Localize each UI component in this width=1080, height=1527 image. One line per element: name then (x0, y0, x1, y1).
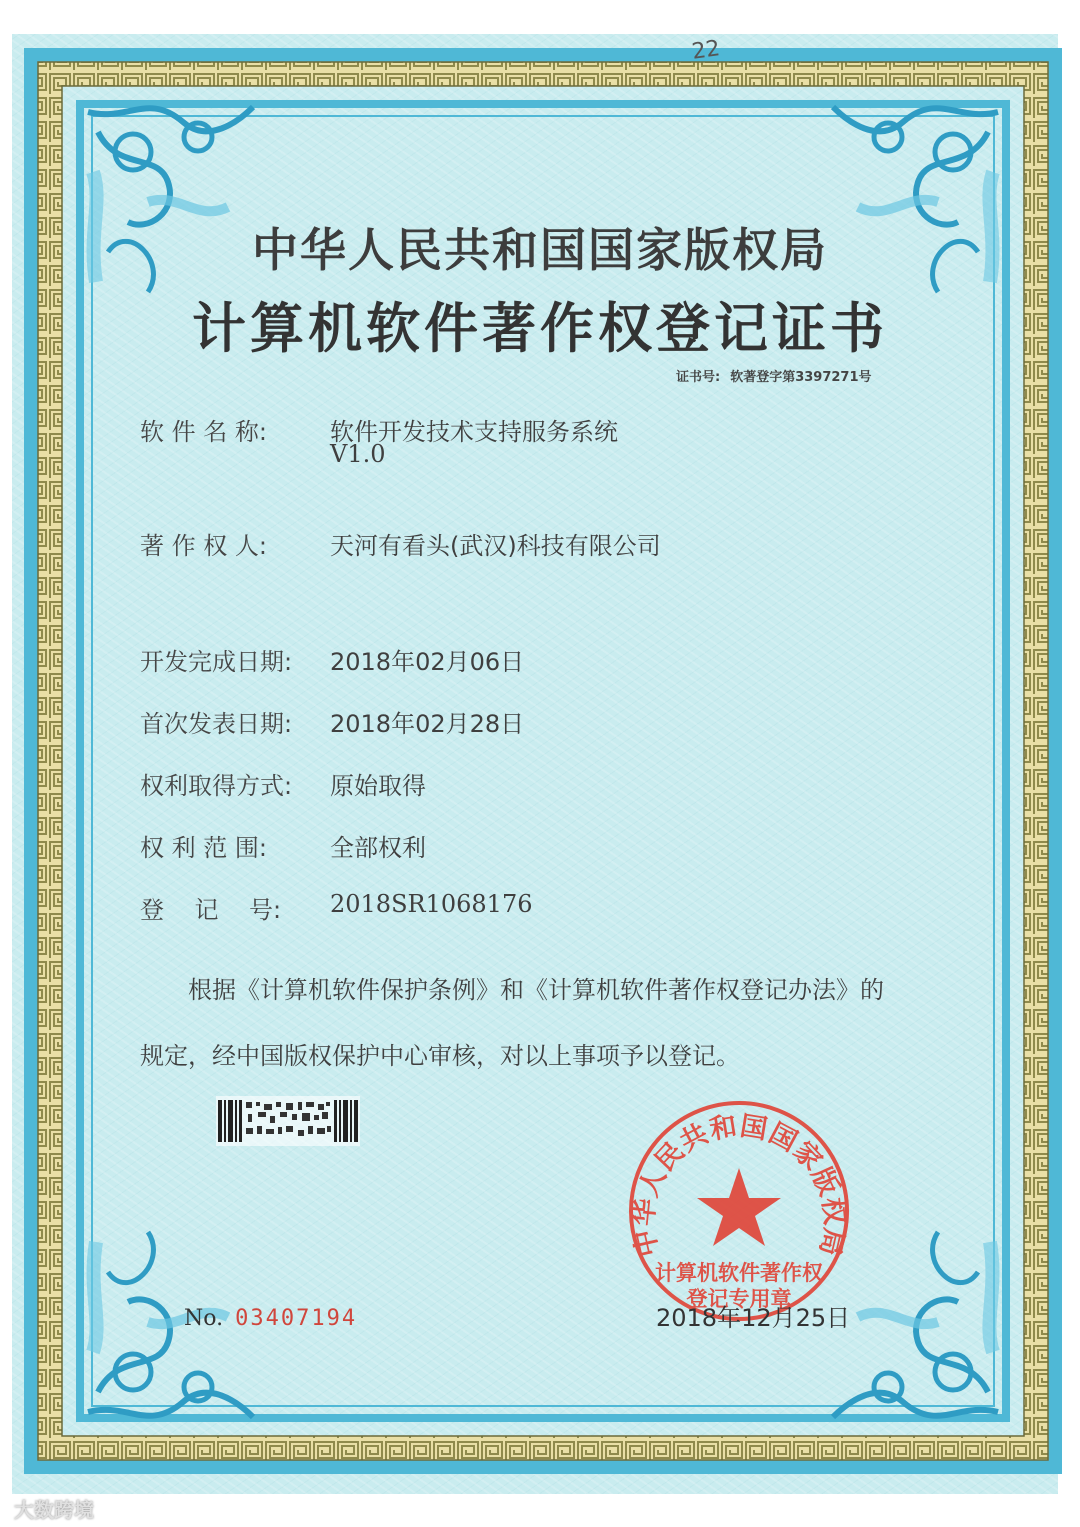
issue-date: 2018年12月25日 (656, 1304, 851, 1332)
official-seal (622, 1094, 856, 1328)
issuer-title: 中华人民共和国国家版权局 (252, 223, 828, 277)
serial-number (184, 1306, 357, 1331)
handwritten-mark: 22 (690, 36, 722, 65)
software-name-label: 软 件 名 称: (140, 418, 267, 446)
software-version-value: V1.0 (330, 440, 386, 468)
rights-acquisition-label: 权利取得方式: (140, 772, 293, 800)
first-publish-date-value: 2018年02月28日 (330, 710, 525, 738)
dev-completion-date-value: 2018年02月06日 (330, 648, 525, 676)
cert-no-value: 软著登字第3397271号 (730, 370, 872, 385)
registration-no-label: 登 记 号: (140, 896, 282, 924)
rights-scope-label: 权 利 范 围: (140, 834, 267, 862)
registration-no-value: 2018SR1068176 (330, 890, 533, 918)
seal-ring-text: 中华人民共和国国家版权局 (628, 1110, 850, 1260)
copyright-owner-value: 天河有看头(武汉)科技有限公司 (330, 532, 661, 560)
statement-line-1: 根据《计算机软件保护条例》和《计算机软件著作权登记办法》的 (188, 976, 884, 1004)
copyright-owner-label: 著 作 权 人: (140, 532, 267, 560)
serial-value: 03407194 (235, 1306, 358, 1331)
statement-line-2: 规定，经中国版权保护中心审核，对以上事项予以登记。 (140, 1042, 740, 1070)
watermark: 大数跨境 (14, 1498, 94, 1522)
certificate-number (676, 366, 882, 385)
seal-center-line-2: 登记专用章 (686, 1287, 792, 1311)
serial-label: No. (184, 1306, 224, 1331)
cert-no-label: 证书号: (676, 370, 721, 385)
software-name-value: 软件开发技术支持服务系统 (330, 418, 618, 446)
seal-center-line-1: 计算机软件著作权 (655, 1261, 823, 1285)
rights-acquisition-value: 原始取得 (330, 772, 426, 800)
first-publish-date-label: 首次发表日期: (140, 710, 293, 738)
certificate-title: 计算机软件著作权登记证书 (192, 296, 888, 360)
rights-scope-value: 全部权利 (330, 834, 426, 862)
barcode (216, 1096, 360, 1146)
dev-completion-date-label: 开发完成日期: (140, 648, 293, 676)
